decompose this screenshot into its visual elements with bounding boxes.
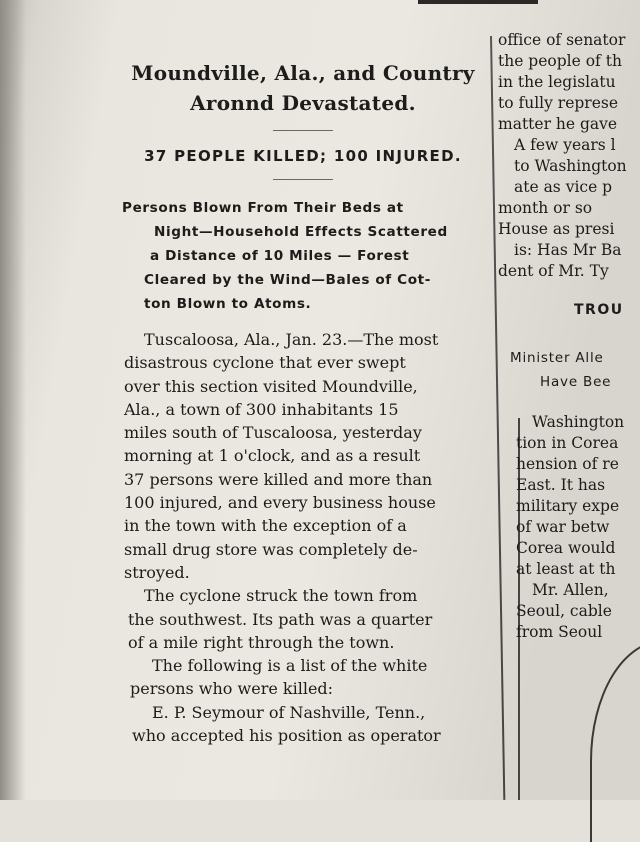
text-line: Washington [532, 413, 625, 431]
deck-line: Persons Blown From Their Beds at [122, 200, 404, 216]
adjacent-heading: TROU [574, 302, 624, 318]
article-headline [108, 58, 498, 118]
deck-line: Minister Alle [510, 350, 604, 366]
body-line: E. P. Seymour of Nashville, Tenn., [152, 702, 426, 722]
text-line: hension of re [516, 455, 619, 473]
deck-line: Night—Household Effects Scattered [154, 224, 448, 240]
article-column [108, 58, 498, 747]
text-line: in the legislatu [498, 73, 616, 91]
body-line: 100 injured, and every business house [124, 493, 436, 513]
text-line: to fully represe [498, 94, 619, 112]
text-line: to Washington [514, 157, 627, 175]
text-line: of war betw [516, 518, 610, 536]
article-body [104, 328, 498, 747]
text-line: at least at th [516, 560, 616, 578]
text-line: the people of th [498, 52, 622, 70]
adjacent-column [498, 30, 640, 643]
page-edge-shadow [0, 0, 26, 800]
headline-line: Aronnd Devastated. [190, 91, 416, 115]
text-line: East. It has [516, 476, 606, 494]
adjacent-text-bottom [516, 412, 640, 643]
body-line: who accepted his position as operator [132, 726, 441, 746]
text-line: Mr. Allen, [532, 581, 609, 599]
body-line: Tuscaloosa, Ala., Jan. 23.—The most [144, 330, 439, 349]
text-line: matter he gave [498, 115, 618, 133]
deck-line: Have Bee [540, 374, 612, 390]
adjacent-text-top [498, 30, 640, 282]
deck-line: a Distance of 10 Miles — Forest [150, 248, 410, 264]
text-line: from Seoul [516, 623, 603, 641]
separator-rule [273, 179, 333, 180]
separator-rule [273, 130, 333, 131]
text-line: is: Has Mr Ba [514, 241, 622, 259]
body-line: small drug store was completely de- [124, 539, 418, 559]
body-line: Ala., a town of 300 inhabitants 15 [124, 399, 399, 419]
body-line: the southwest. Its path was a quarter [128, 609, 433, 629]
deck-line: Cleared by the Wind—Bales of Cot- [144, 272, 432, 288]
text-line: ate as vice p [514, 178, 613, 196]
text-line: tion in Corea [516, 434, 619, 452]
body-line: persons who were killed: [130, 679, 334, 699]
body-line: miles south of Tuscaloosa, yesterday [124, 423, 422, 443]
text-line: A few years l [514, 136, 616, 154]
text-line: House as presi [498, 220, 615, 238]
body-line: of a mile right through the town. [128, 632, 395, 652]
deck-line: ton Blown to Atoms. [144, 296, 312, 312]
article-deck [14, 196, 498, 316]
text-line: Corea would [516, 539, 616, 557]
text-line: month or so [498, 199, 593, 217]
body-line: The cyclone struck the town from [144, 586, 418, 606]
adjacent-deck [510, 346, 640, 394]
body-line: stroyed. [124, 562, 190, 582]
body-line: The following is a list of the white [152, 656, 428, 676]
body-line: over this section visited Moundville, [124, 376, 418, 396]
article-subhead: 37 PEOPLE KILLED; 100 INJURED. [144, 147, 462, 165]
headline-line: Moundville, Ala., and Country [131, 61, 475, 85]
body-line: morning at 1 o'clock, and as a result [124, 446, 421, 466]
illustration-edge [590, 640, 640, 842]
text-line: Seoul, cable [516, 602, 612, 620]
text-line: military expe [516, 497, 620, 515]
body-line: in the town with the exception of a [124, 516, 407, 536]
top-rule [418, 0, 538, 4]
text-line: dent of Mr. Ty [498, 262, 609, 280]
text-line: office of senator [498, 31, 626, 49]
body-line: 37 persons were killed and more than [124, 469, 433, 489]
body-line: disastrous cyclone that ever swept [124, 353, 406, 373]
